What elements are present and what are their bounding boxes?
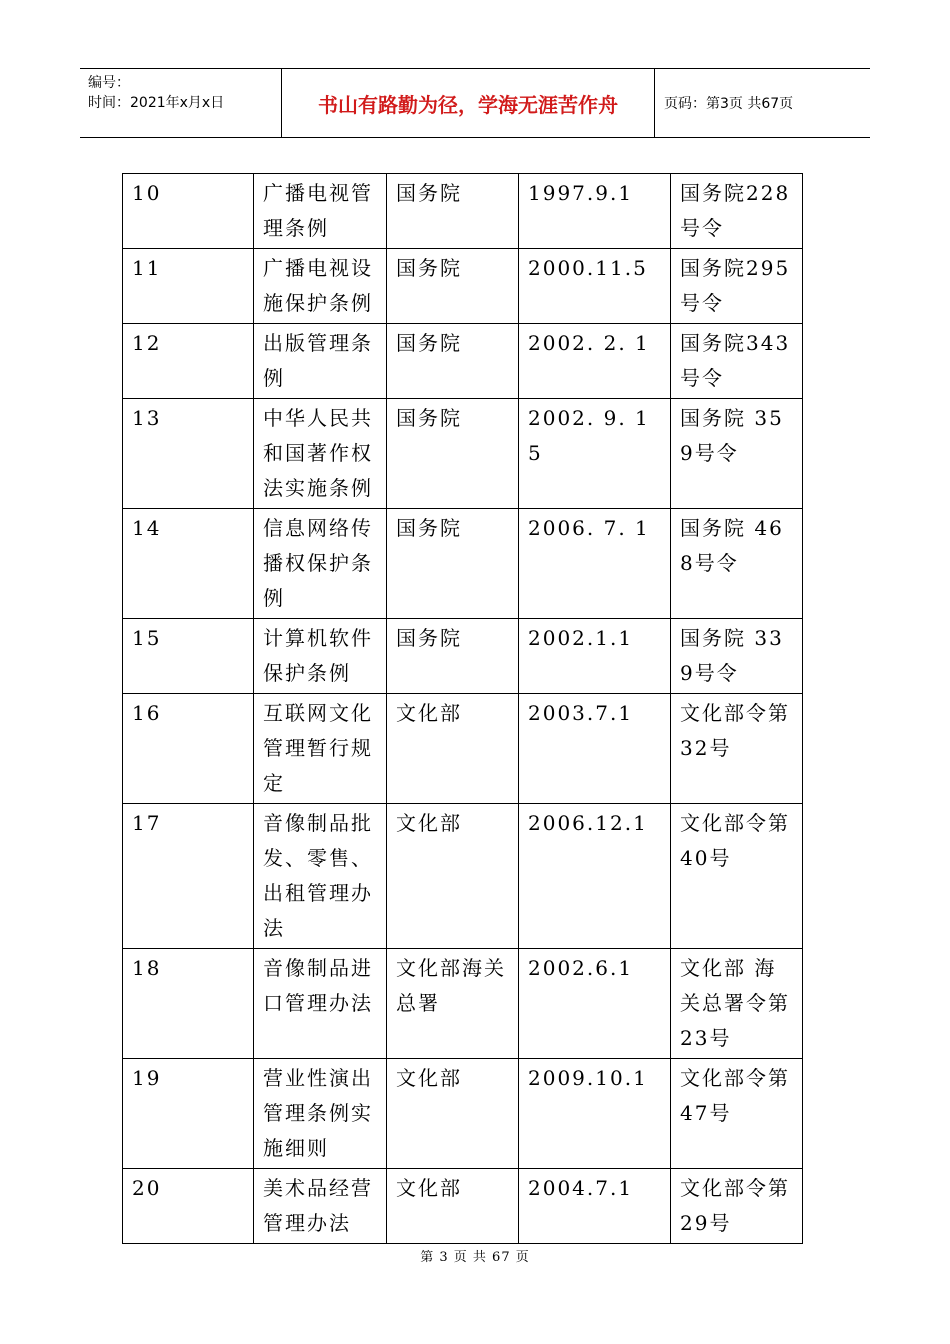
- header-meta: [88, 73, 224, 113]
- row-number-cell: 16: [123, 694, 254, 804]
- table-row: [123, 324, 803, 399]
- issuing-authority-cell: 文化部: [387, 694, 519, 804]
- regulation-name-cell: 计算机软件保护条例: [254, 619, 387, 694]
- table-row: [123, 694, 803, 804]
- table-row: [123, 249, 803, 324]
- effective-date-cell: 2002. 9. 15: [519, 399, 671, 509]
- decree-number-cell: 文化部令第32号: [671, 694, 803, 804]
- header-divider: [654, 69, 655, 137]
- issuing-authority-cell: 国务院: [387, 619, 519, 694]
- decree-number-cell: 文化部 海关总署令第23号: [671, 949, 803, 1059]
- table-row: [123, 619, 803, 694]
- row-number-cell: 12: [123, 324, 254, 399]
- regulation-name-cell: 营业性演出管理条例实施细则: [254, 1059, 387, 1169]
- row-number-cell: 10: [123, 174, 254, 249]
- effective-date-cell: 2003.7.1: [519, 694, 671, 804]
- row-number-cell: 13: [123, 399, 254, 509]
- regulation-name-cell: 广播电视设施保护条例: [254, 249, 387, 324]
- effective-date-cell: 2002.1.1: [519, 619, 671, 694]
- regulation-name-cell: 互联网文化管理暂行规定: [254, 694, 387, 804]
- decree-number-cell: 国务院343号令: [671, 324, 803, 399]
- issuing-authority-cell: 国务院: [387, 509, 519, 619]
- header-page-info: 页码：第3页 共67页: [664, 96, 794, 112]
- effective-date-cell: 2002.6.1: [519, 949, 671, 1059]
- page-footer: 第 3 页 共 67 页: [420, 1250, 530, 1265]
- table-row: [123, 1169, 803, 1244]
- issuing-authority-cell: 文化部: [387, 804, 519, 949]
- number-label: 编号：: [88, 75, 130, 91]
- regulation-name-cell: 广播电视管理条例: [254, 174, 387, 249]
- effective-date-cell: 2006.12.1: [519, 804, 671, 949]
- regulation-name-cell: 出版管理条例: [254, 324, 387, 399]
- regulations-table: [122, 173, 803, 1244]
- row-number-cell: 19: [123, 1059, 254, 1169]
- header-motto: 书山有路勤为径，学海无涯苦作舟: [318, 92, 618, 117]
- decree-number-cell: 国务院 468号令: [671, 509, 803, 619]
- row-number-cell: 20: [123, 1169, 254, 1244]
- issuing-authority-cell: 国务院: [387, 399, 519, 509]
- decree-number-cell: 国务院 359号令: [671, 399, 803, 509]
- issuing-authority-cell: 国务院: [387, 174, 519, 249]
- table-row: [123, 174, 803, 249]
- page-header: [80, 68, 870, 138]
- row-number-cell: 15: [123, 619, 254, 694]
- row-number-cell: 18: [123, 949, 254, 1059]
- table-row: [123, 1059, 803, 1169]
- decree-number-cell: 文化部令第29号: [671, 1169, 803, 1244]
- issuing-authority-cell: 文化部: [387, 1059, 519, 1169]
- decree-number-cell: 文化部令第47号: [671, 1059, 803, 1169]
- table-row: [123, 949, 803, 1059]
- table-row: [123, 509, 803, 619]
- decree-number-cell: 国务院295号令: [671, 249, 803, 324]
- row-number-cell: 17: [123, 804, 254, 949]
- issuing-authority-cell: 国务院: [387, 249, 519, 324]
- decree-number-cell: 文化部令第40号: [671, 804, 803, 949]
- row-number-cell: 14: [123, 509, 254, 619]
- effective-date-cell: 2006. 7. 1: [519, 509, 671, 619]
- regulations-table-body: [123, 174, 803, 1244]
- issuing-authority-cell: 文化部: [387, 1169, 519, 1244]
- issuing-authority-cell: 国务院: [387, 324, 519, 399]
- regulation-name-cell: 信息网络传播权保护条例: [254, 509, 387, 619]
- decree-number-cell: 国务院 339号令: [671, 619, 803, 694]
- regulation-name-cell: 音像制品进口管理办法: [254, 949, 387, 1059]
- time-label: 时间：2021年x月x日: [88, 95, 225, 111]
- table-row: [123, 399, 803, 509]
- row-number-cell: 11: [123, 249, 254, 324]
- effective-date-cell: 2000.11.5: [519, 249, 671, 324]
- effective-date-cell: 2004.7.1: [519, 1169, 671, 1244]
- effective-date-cell: 2009.10.1: [519, 1059, 671, 1169]
- regulation-name-cell: 音像制品批发、零售、出租管理办法: [254, 804, 387, 949]
- regulation-name-cell: 美术品经营管理办法: [254, 1169, 387, 1244]
- effective-date-cell: 2002. 2. 1: [519, 324, 671, 399]
- table-row: [123, 804, 803, 949]
- decree-number-cell: 国务院228号令: [671, 174, 803, 249]
- effective-date-cell: 1997.9.1: [519, 174, 671, 249]
- regulation-name-cell: 中华人民共和国著作权法实施条例: [254, 399, 387, 509]
- issuing-authority-cell: 文化部海关总署: [387, 949, 519, 1059]
